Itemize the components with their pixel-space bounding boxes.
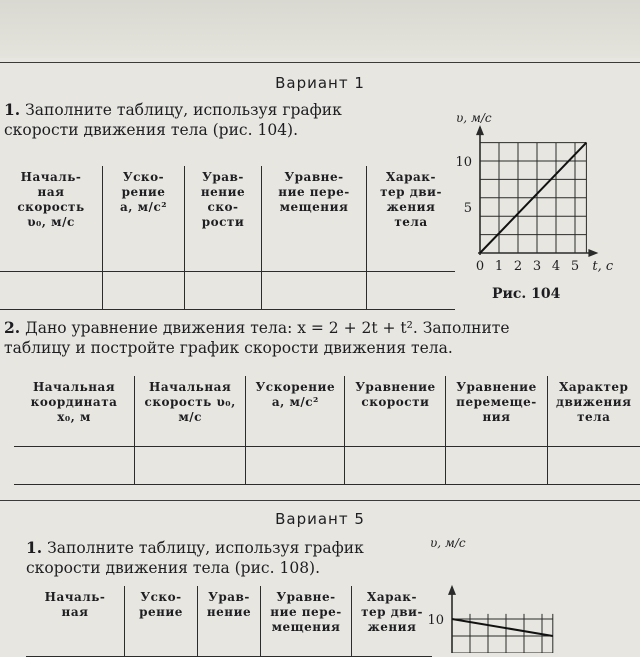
y-tick-label: 10 [427, 613, 444, 628]
variant1-task1-line2: скорости движения тела (рис. 104). [4, 121, 299, 139]
header-line: Уравне- [276, 590, 336, 604]
y-axis-arrow [448, 585, 456, 595]
column-header [125, 586, 198, 656]
header-line: Уско- [140, 590, 182, 604]
variant5-heading: Вариант 5 [275, 510, 365, 528]
empty-answer-cell[interactable] [547, 446, 640, 484]
velocity-line [452, 619, 553, 636]
empty-answer-cell[interactable] [262, 271, 367, 309]
x-tick-label: 1 [494, 259, 504, 274]
column-header [262, 166, 367, 271]
header-line: жения [367, 620, 417, 634]
header-line: перемеще- [456, 395, 537, 409]
y-axis-label: υ, м/с [430, 536, 466, 550]
x-tick-label: 3 [532, 259, 542, 274]
header-line: a, м/с² [120, 200, 167, 214]
column-header [135, 376, 246, 446]
x-axis-arrow [588, 249, 598, 257]
y-tick-label: 5 [463, 201, 472, 216]
header-line: м/с [178, 410, 202, 424]
empty-answer-cell[interactable] [135, 446, 246, 484]
column-header [185, 166, 262, 271]
empty-answer-cell[interactable] [345, 446, 446, 484]
variant1-heading: Вариант 1 [275, 74, 365, 92]
variant1-task2-line2: таблицу и постройте график скорости движения тела. [4, 339, 453, 357]
table-row [14, 446, 640, 484]
header-line: υ₀, м/с [27, 215, 75, 229]
header-line: мещения [271, 620, 341, 634]
header-line: скорости [361, 395, 430, 409]
table-row [0, 271, 455, 309]
variant5-task1-number: 1. [26, 538, 43, 557]
header-line: Характер [559, 380, 629, 394]
header-line: ния [482, 410, 511, 424]
variant1-task2-table [14, 376, 640, 485]
column-header [103, 166, 185, 271]
x-tick-label: 4 [551, 259, 561, 274]
header-line: ная [61, 605, 89, 619]
header-line: Началь- [44, 590, 106, 604]
column-header [345, 376, 446, 446]
header-line: Харак- [367, 590, 417, 604]
table-header-row [26, 586, 432, 656]
variant5-task1-line2: скорости движения тела (рис. 108). [26, 559, 321, 577]
variant1-task1-table [0, 166, 455, 310]
variant1-task2-number: 2. [4, 318, 21, 337]
table-header-row [0, 166, 455, 271]
header-line: нение [206, 605, 252, 619]
variant5-task1-table [26, 586, 432, 657]
header-line: рение [139, 605, 183, 619]
header-line: жения [386, 200, 436, 214]
variant1-task1-line1: Заполните таблицу, используя график [25, 101, 342, 119]
column-header [26, 586, 125, 656]
page-separator-middle [0, 500, 640, 501]
figure-108 [420, 533, 620, 653]
table-header-row [14, 376, 640, 446]
header-line: скорость υ₀, [144, 395, 236, 409]
header-line: координата [30, 395, 118, 409]
empty-answer-cell[interactable] [446, 446, 547, 484]
header-line: движения [555, 395, 632, 409]
header-line: мещения [279, 200, 349, 214]
header-line: нение [200, 185, 246, 199]
y-tick-label: 10 [455, 155, 472, 170]
page-separator-top [0, 62, 640, 63]
variant1-task2-line1: Дано уравнение движения тела: x = 2 + 2t + t². Заполните [25, 319, 510, 337]
header-line: скорость [17, 200, 85, 214]
variant1-task2-text [4, 318, 510, 358]
header-line: ная [37, 185, 65, 199]
header-line: Урав- [208, 590, 250, 604]
column-header [547, 376, 640, 446]
header-line: ние пере- [270, 605, 342, 619]
x-tick-label: 0 [475, 259, 485, 274]
header-line: Уравнение [355, 380, 436, 394]
header-line: Начальная [32, 380, 116, 394]
column-header [446, 376, 547, 446]
header-line: x₀, м [57, 410, 91, 424]
header-line: тер дви- [361, 605, 423, 619]
empty-answer-cell[interactable] [246, 446, 345, 484]
column-header [14, 376, 135, 446]
header-line: Началь- [20, 170, 82, 184]
header-line: ско- [207, 200, 239, 214]
header-line: рости [201, 215, 245, 229]
figure-104-caption: Рис. 104 [492, 286, 561, 302]
header-line: Уравнение [456, 380, 537, 394]
variant1-task1-number: 1. [4, 100, 21, 119]
header-line: ние пере- [278, 185, 350, 199]
column-header [198, 586, 261, 656]
header-line: Уравне- [284, 170, 344, 184]
column-header [246, 376, 345, 446]
x-tick-label: 2 [513, 259, 523, 274]
column-header [0, 166, 103, 271]
header-line: тер дви- [380, 185, 442, 199]
x-tick-label: 5 [570, 259, 580, 274]
header-line: тела [577, 410, 611, 424]
header-line: Харак- [386, 170, 436, 184]
header-line: Урав- [202, 170, 244, 184]
x-axis-label: t, с [592, 259, 614, 274]
variant5-task1-text [26, 538, 364, 578]
empty-answer-cell[interactable] [185, 271, 262, 309]
header-line: Ускорение [255, 380, 336, 394]
figure-104 [440, 108, 640, 283]
header-line: a, м/с² [271, 395, 319, 409]
column-header [261, 586, 352, 656]
empty-answer-cell[interactable] [14, 446, 135, 484]
y-axis-arrow [476, 125, 484, 135]
variant5-task1-line1: Заполните таблицу, используя график [47, 539, 364, 557]
header-line: Начальная [149, 380, 232, 394]
header-line: Уско- [122, 170, 165, 184]
header-line: рение [121, 185, 166, 199]
variant1-task1-text [4, 100, 342, 140]
page-top-area [0, 0, 640, 58]
header-line: тела [394, 215, 428, 229]
empty-answer-cell[interactable] [0, 271, 103, 309]
y-axis-label: υ, м/с [456, 111, 492, 125]
empty-answer-cell[interactable] [103, 271, 185, 309]
